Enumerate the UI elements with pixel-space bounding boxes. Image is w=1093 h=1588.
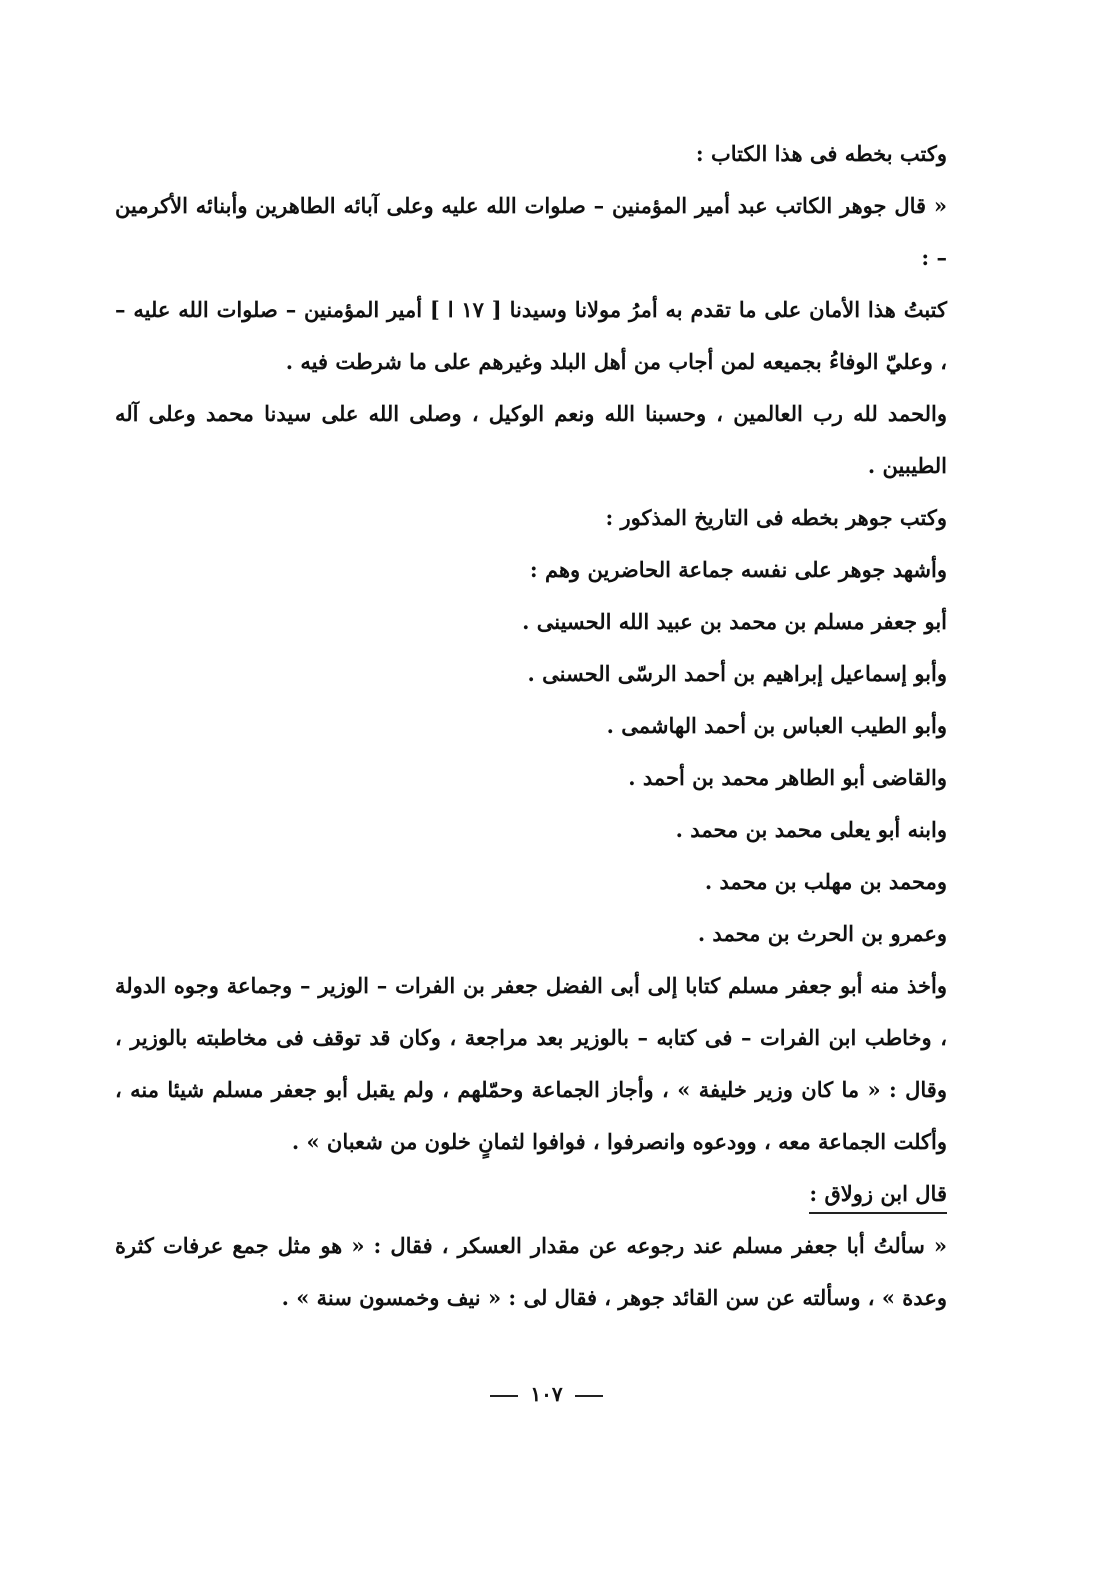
document-page: [115, 128, 965, 1324]
witness-item: وأبو إسماعيل إبراهيم بن أحمد الرسّى الحسنى .: [527, 661, 947, 686]
witness-item: أبو جعفر مسلم بن محمد بن عبيد الله الحسينى .: [522, 609, 947, 634]
page-number: ١٠٧: [530, 1382, 563, 1406]
praise-paragraph: والحمد لله رب العالمين ، وحسبنا الله ونعم الوكيل ، وصلى الله على سيدنا محمد وعلى آله الطيبين .: [115, 401, 947, 478]
intro-line: وكتب بخطه فى هذا الكتاب :: [695, 141, 947, 166]
witness-list: [115, 596, 965, 960]
witness-item: وعمرو بن الحرث بن محمد .: [697, 921, 947, 946]
page-number-footer: [0, 1382, 1093, 1406]
signature-line: وكتب جوهر بخطه فى التاريخ المذكور :: [605, 505, 947, 530]
left-dash: [490, 1395, 518, 1397]
witness-item: وأبو الطيب العباس بن أحمد الهاشمى .: [606, 713, 947, 738]
witness-item: والقاضى أبو الطاهر محمد بن أحمد .: [628, 765, 947, 790]
section-heading: قال ابن زولاق :: [809, 1176, 947, 1214]
witness-item: ومحمد بن مهلب بن محمد .: [704, 869, 947, 894]
final-paragraph: « سألتُ أبا جعفر مسلم عند رجوعه عن مقدار العسكر ، فقال : « هو مثل جمع عرفات كثرة وعدة » ، وسألته عن سن القائد جوهر ، فقال لى : « نيف وخمسون سنة » .: [115, 1233, 948, 1310]
jawhar-statement-paragraph: « قال جوهر الكاتب عبد أمير المؤمنين – صلوات الله عليه وعلى آبائه الطاهرين وأبنائه الأكرمين – :: [115, 193, 947, 270]
witness-item: وابنه أبو يعلى محمد بن محمد .: [675, 817, 947, 842]
right-dash: [575, 1395, 603, 1397]
closing-paragraph: وأخذ منه أبو جعفر مسلم كتابا إلى أبى الفضل جعفر بن الفرات – الوزير – وجماعة وجوه الدولة ، وخاطب ابن الفرات – فى كتابه – بالوزير بعد مراجعة ، وكان قد توقف فى مخاطبته بالوزير ، وقال : « ما كان وزير خليفة » ، وأجاز الجماعة وحمّلهم ، ولم يقبل أبو جعفر مسلم شيئا منه ، وأكلت الجماعة معه ، وودعوه وانصرفوا ، فوافوا لثمانٍ خلون من شعبان » .: [115, 973, 947, 1154]
witnesses-intro-line: وأشهد جوهر على نفسه جماعة الحاضرين وهم :: [529, 557, 947, 582]
aman-paragraph: كتبتُ هذا الأمان على ما تقدم به أمرُ مولانا وسيدنا [ ١٧ ا ] أمير المؤمنين – صلوات الله عليه – ، وعليّ الوفاءُ بجميعه لمن أجاب من أهل البلد وغيرهم على ما شرطت فيه .: [115, 297, 947, 374]
section-heading-wrap: [115, 1168, 965, 1220]
